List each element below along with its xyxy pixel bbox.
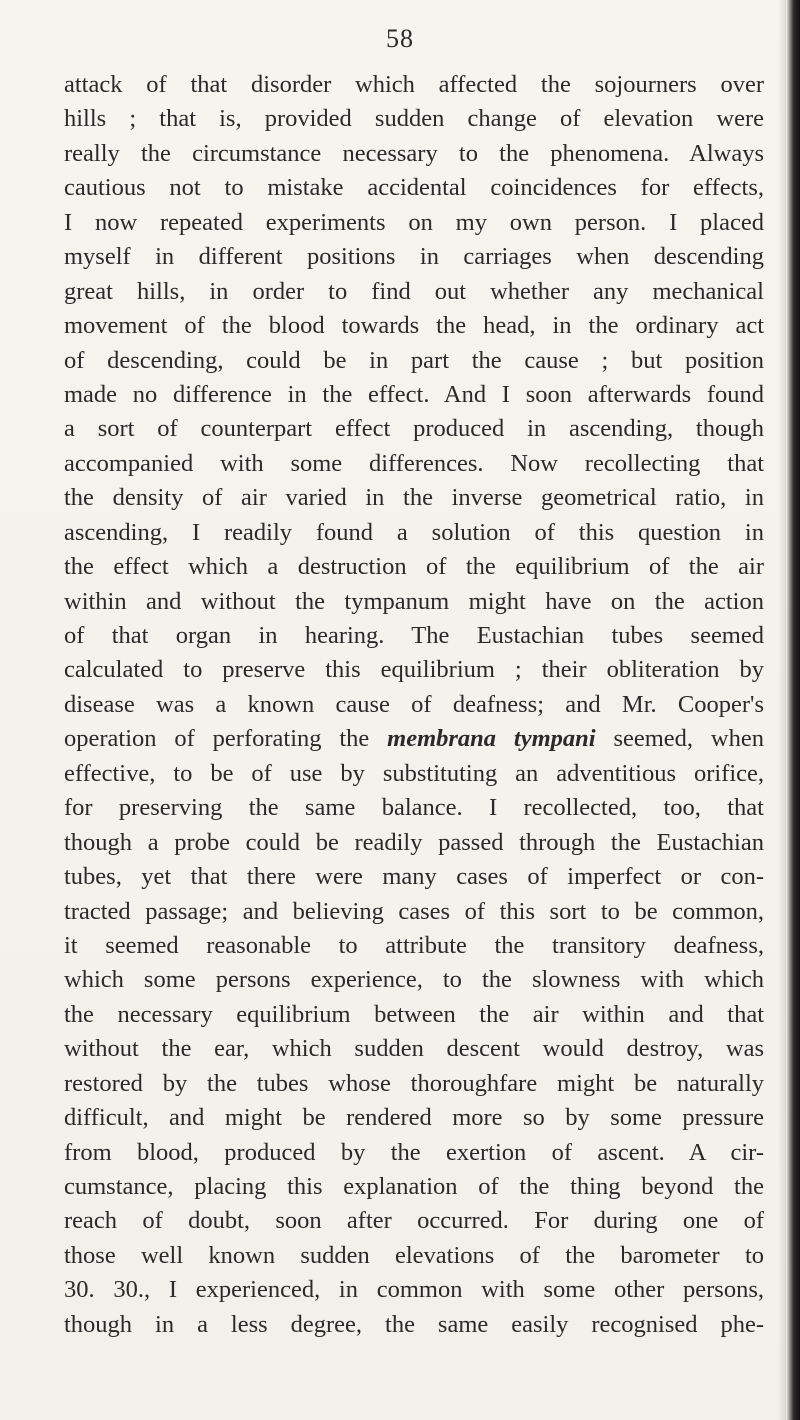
- text-line: 30. 30., I experienced, in common with some other persons,: [64, 1276, 764, 1304]
- text-line: from blood, produced by the exertion of ascent. A cir-: [64, 1138, 764, 1166]
- text-line-with-italic: [64, 722, 764, 756]
- text-line: which some persons experience, to the slowness with which: [64, 966, 764, 994]
- text-line: ascending, I readily found a solution of this question in: [64, 518, 764, 546]
- text-line: accompanied with some differences. Now recollecting that: [64, 449, 764, 477]
- text-line: disease was a known cause of deafness; and Mr. Cooper's: [64, 690, 764, 718]
- text-line: though a probe could be readily passed through the Eustachian: [64, 828, 764, 856]
- text-line: it seemed reasonable to attribute the transitory deafness,: [64, 931, 764, 959]
- book-binding-edge: [786, 0, 800, 1420]
- text-line: a sort of counterpart effect produced in ascending, though: [64, 415, 764, 443]
- text-line: hills ; that is, provided sudden change of elevation were: [64, 105, 764, 133]
- text-line: cumstance, placing this explanation of the thing beyond the: [64, 1173, 764, 1200]
- text-line: of that organ in hearing. The Eustachian tubes seemed: [64, 622, 764, 649]
- text-line: really the circumstance necessary to the phenomena. Always: [64, 139, 764, 167]
- text-line: the density of air varied in the inverse geometrical ratio, in: [64, 484, 764, 512]
- text-line: great hills, in order to find out whether any mechanical: [64, 277, 764, 305]
- text-line: tubes, yet that there were many cases of imperfect or con-: [64, 863, 764, 891]
- text-line: without the ear, which sudden descent would destroy, was: [64, 1035, 764, 1063]
- text-line: calculated to preserve this equilibrium ; their obliteration by: [64, 656, 764, 684]
- text-line: those well known sudden elevations of the barometer to: [64, 1241, 764, 1269]
- page-number: 58: [386, 24, 414, 53]
- text-segment: operation of perforating the: [64, 725, 388, 753]
- text-line: of descending, could be in part the cause ; but position: [64, 346, 764, 374]
- text-line: reach of doubt, soon after occurred. For during one of: [64, 1207, 764, 1235]
- text-line: movement of the blood towards the head, in the ordinary act: [64, 312, 764, 340]
- text-line: attack of that disorder which affected the sojourners over: [64, 71, 764, 98]
- text-line: the effect which a destruction of the equilibrium of the air: [64, 553, 764, 581]
- text-line: I now repeated experiments on my own person. I placed: [64, 208, 764, 236]
- text-line: effective, to be of use by substituting an adventitious orifice,: [64, 759, 764, 787]
- text-line: difficult, and might be rendered more so by some pressure: [64, 1104, 764, 1132]
- text-line: made no difference in the effect. And I soon afterwards found: [64, 380, 764, 408]
- text-line: though in a less degree, the same easily recognised phe-: [64, 1310, 764, 1338]
- text-line: myself in different positions in carriages when descending: [64, 243, 764, 271]
- text-line: restored by the tubes whose thoroughfare might be naturally: [64, 1069, 764, 1097]
- text-line: within and without the tympanum might have on the action: [64, 587, 764, 615]
- text-line: cautious not to mistake accidental coincidences for effects,: [64, 174, 764, 202]
- text-line: the necessary equilibrium between the air within and that: [64, 1000, 764, 1028]
- text-line: for preserving the same balance. I recollected, too, that: [64, 794, 764, 822]
- page-edge-shadow: [778, 0, 786, 1420]
- italic-term: membrana tympani: [387, 725, 596, 753]
- text-segment: seemed, when: [595, 725, 764, 753]
- body-text: [64, 68, 764, 1342]
- text-line: tracted passage; and believing cases of this sort to be common,: [64, 897, 764, 925]
